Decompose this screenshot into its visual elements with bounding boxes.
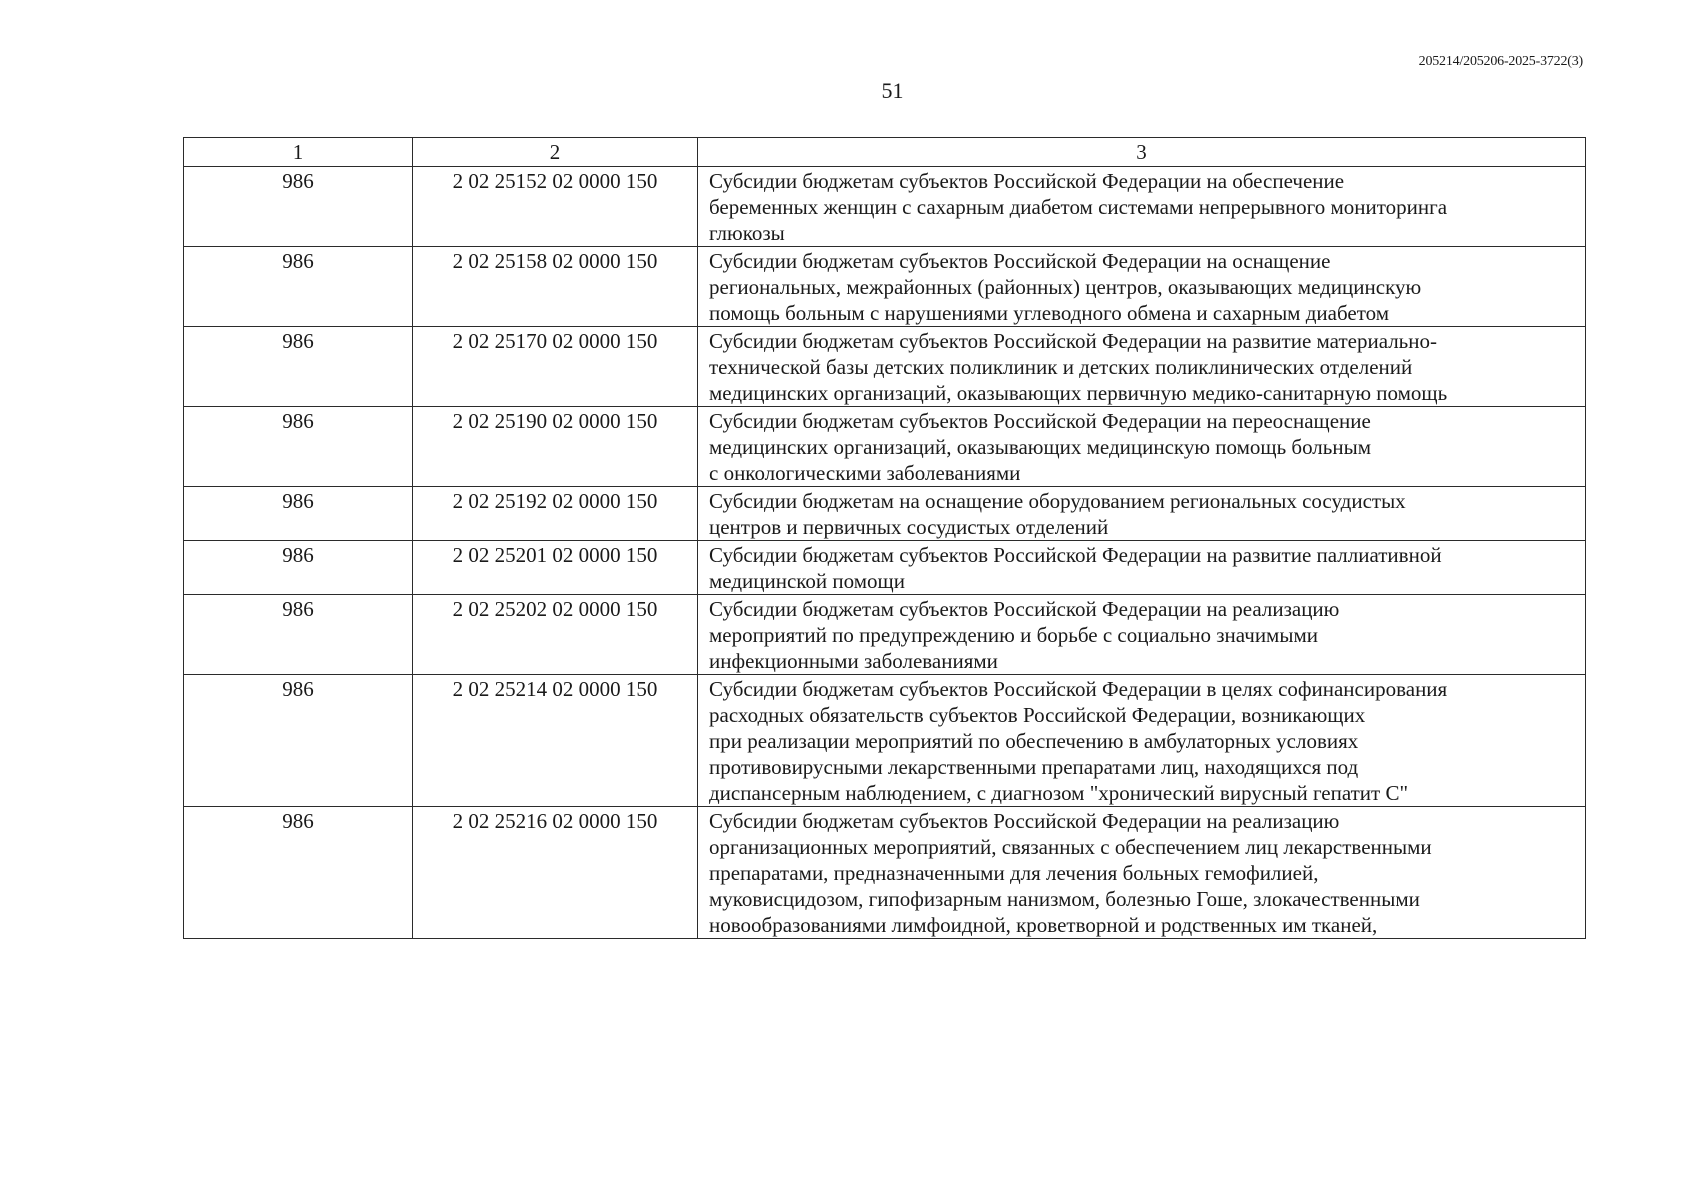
description-line: глюкозы — [709, 221, 785, 245]
description-line: медицинской помощи — [709, 569, 905, 593]
admin-code-cell: 986 — [184, 247, 413, 327]
column-header-2: 2 — [413, 138, 698, 167]
description-line: мероприятий по предупреждению и борьбе с социально значимыми — [709, 623, 1318, 647]
column-header-3: 3 — [698, 138, 1586, 167]
description-line: расходных обязательств субъектов Российской Федерации, возникающих — [709, 703, 1366, 727]
budget-code-cell: 2 02 25152 02 0000 150 — [413, 167, 698, 247]
table-row — [184, 407, 1586, 487]
table-row — [184, 541, 1586, 595]
budget-code-cell: 2 02 25214 02 0000 150 — [413, 675, 698, 807]
description-cell — [698, 327, 1586, 407]
description-line: технической базы детских поликлиник и детских поликлинических отделений — [709, 355, 1413, 379]
description-line: Субсидии бюджетам субъектов Российской Федерации на реализацию — [709, 597, 1340, 621]
description-line: Субсидии бюджетам субъектов Российской Федерации на развитие материально- — [709, 329, 1437, 353]
admin-code-cell: 986 — [184, 407, 413, 487]
budget-code-cell: 2 02 25202 02 0000 150 — [413, 595, 698, 675]
description-cell — [698, 407, 1586, 487]
document-id: 205214/205206-2025-3722(3) — [1418, 54, 1583, 69]
description-cell — [698, 487, 1586, 541]
description-line: региональных, межрайонных (районных) центров, оказывающих медицинскую — [709, 275, 1422, 299]
budget-code-cell: 2 02 25158 02 0000 150 — [413, 247, 698, 327]
description-line: центров и первичных сосудистых отделений — [709, 515, 1109, 539]
description-line: при реализации мероприятий по обеспечению в амбулаторных условиях — [709, 729, 1359, 753]
admin-code-cell: 986 — [184, 595, 413, 675]
table-row — [184, 807, 1586, 939]
page-number: 51 — [881, 78, 904, 103]
budget-code-cell: 2 02 25216 02 0000 150 — [413, 807, 698, 939]
admin-code-cell: 986 — [184, 541, 413, 595]
description-line: организационных мероприятий, связанных с обеспечением лиц лекарственными — [709, 835, 1432, 859]
description-line: Субсидии бюджетам субъектов Российской Федерации в целях софинансирования — [709, 677, 1448, 701]
description-line: Субсидии бюджетам субъектов Российской Федерации на обеспечение — [709, 169, 1345, 193]
description-line: противовирусными лекарственными препаратами лиц, находящихся под — [709, 755, 1359, 779]
budget-code-cell: 2 02 25201 02 0000 150 — [413, 541, 698, 595]
admin-code-cell: 986 — [184, 807, 413, 939]
description-line: беременных женщин с сахарным диабетом системами непрерывного мониторинга — [709, 195, 1448, 219]
description-line: инфекционными заболеваниями — [709, 649, 998, 673]
description-cell — [698, 807, 1586, 939]
description-cell — [698, 247, 1586, 327]
table-row — [184, 487, 1586, 541]
admin-code-cell: 986 — [184, 675, 413, 807]
description-line: Субсидии бюджетам субъектов Российской Федерации на развитие паллиативной — [709, 543, 1442, 567]
description-line: диспансерным наблюдением, с диагнозом "хронический вирусный гепатит С" — [709, 781, 1409, 805]
description-line: медицинских организаций, оказывающих первичную медико-санитарную помощь — [709, 381, 1448, 405]
description-cell — [698, 595, 1586, 675]
description-cell — [698, 675, 1586, 807]
table-row — [184, 327, 1586, 407]
description-cell — [698, 541, 1586, 595]
description-line: Субсидии бюджетам субъектов Российской Федерации на реализацию — [709, 809, 1340, 833]
description-line: муковисцидозом, гипофизарным нанизмом, болезнью Гоше, злокачественными — [709, 887, 1420, 911]
description-cell — [698, 167, 1586, 247]
admin-code-cell: 986 — [184, 167, 413, 247]
budget-codes-table — [183, 137, 1586, 939]
description-line: с онкологическими заболеваниями — [709, 461, 1021, 485]
description-line: медицинских организаций, оказывающих медицинскую помощь больным — [709, 435, 1372, 459]
description-line: Субсидии бюджетам субъектов Российской Федерации на переоснащение — [709, 409, 1371, 433]
table-body — [184, 167, 1586, 939]
admin-code-cell: 986 — [184, 487, 413, 541]
description-line: Субсидии бюджетам субъектов Российской Федерации на оснащение — [709, 249, 1331, 273]
description-line: помощь больным с нарушениями углеводного обмена и сахарным диабетом — [709, 301, 1389, 325]
description-line: новообразованиями лимфоидной, кроветворной и родственных им тканей, — [709, 913, 1378, 937]
column-header-1: 1 — [184, 138, 413, 167]
description-line: препаратами, предназначенными для лечения больных гемофилией, — [709, 861, 1319, 885]
budget-code-cell: 2 02 25192 02 0000 150 — [413, 487, 698, 541]
budget-code-cell: 2 02 25190 02 0000 150 — [413, 407, 698, 487]
table-row — [184, 247, 1586, 327]
table-row — [184, 167, 1586, 247]
admin-code-cell: 986 — [184, 327, 413, 407]
description-line: Субсидии бюджетам на оснащение оборудованием региональных сосудистых — [709, 489, 1406, 513]
table-header-row — [184, 138, 1586, 167]
table-row — [184, 675, 1586, 807]
table-row — [184, 595, 1586, 675]
table-header — [184, 138, 1586, 167]
budget-code-cell: 2 02 25170 02 0000 150 — [413, 327, 698, 407]
